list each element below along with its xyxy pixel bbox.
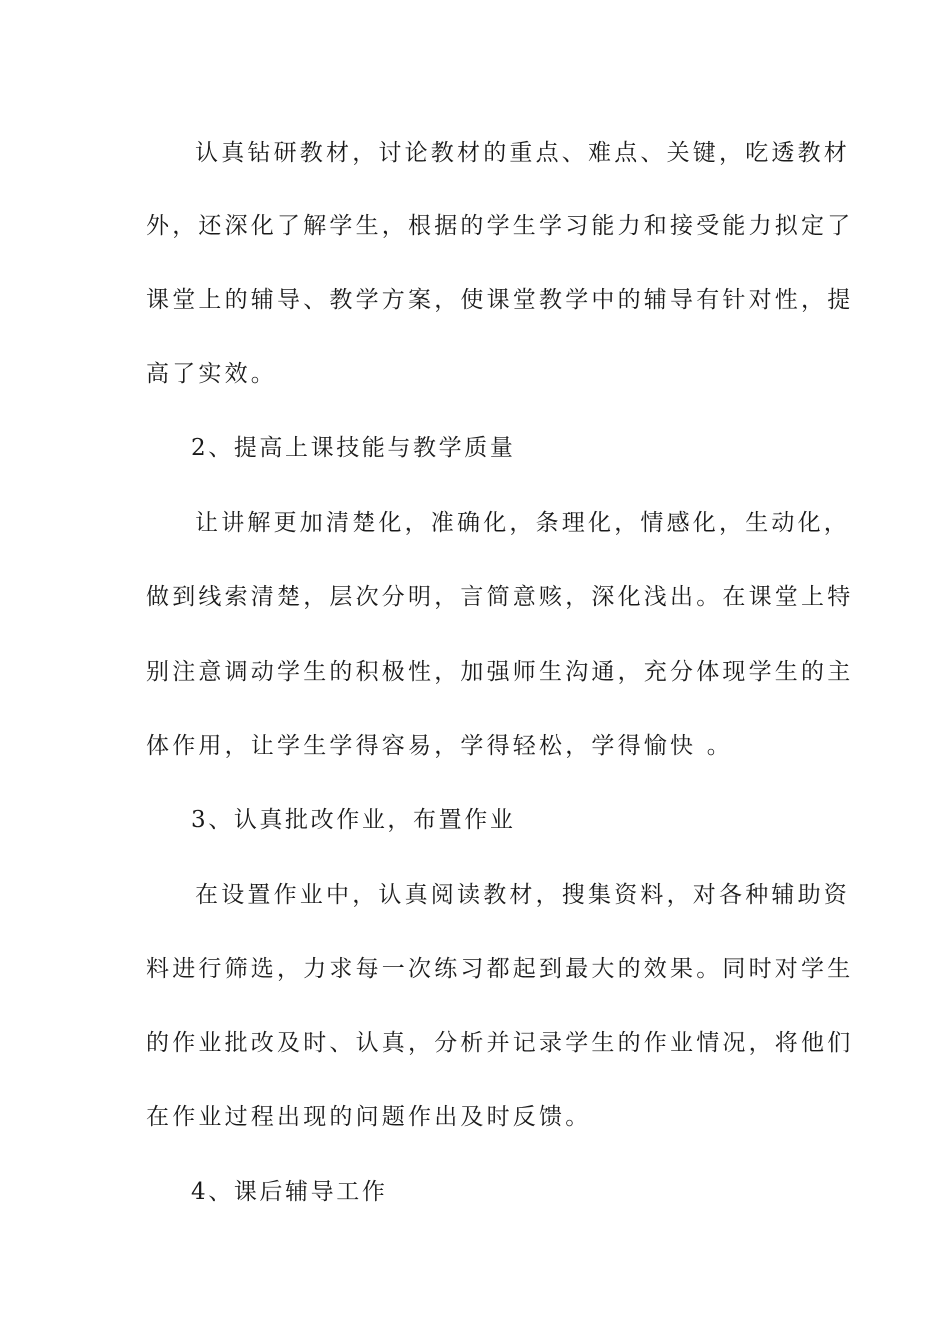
paragraph-1-line-2: 外，还深化了解学生，根据的学生学习能力和接受能力拟定了 [146,213,854,239]
paragraph-3-line-1: 在设置作业中，认真阅读教材，搜集资料，对各种辅助资 [195,882,850,908]
section-heading-2: 2、提高上课技能与教学质量 [191,435,516,461]
paragraph-3-line-4: 在作业过程出现的问题作出及时反馈。 [146,1104,592,1130]
paragraph-3-line-3: 的作业批改及时、认真，分析并记录学生的作业情况，将他们 [146,1030,854,1056]
paragraph-1-line-1: 认真钻研教材，讨论教材的重点、难点、关键，吃透教材 [195,140,850,166]
paragraph-2-line-1: 让讲解更加清楚化，准确化，条理化，情感化，生动化， [195,510,850,536]
paragraph-1-line-4: 高了实效。 [146,361,277,387]
section-heading-3: 3、认真批改作业，布置作业 [191,807,516,833]
paragraph-3-line-2: 料进行筛选，力求每一次练习都起到最大的效果。同时对学生 [146,956,854,982]
section-heading-4: 4、课后辅导工作 [191,1179,388,1205]
paragraph-1-line-3: 课堂上的辅导、教学方案，使课堂教学中的辅导有针对性，提 [146,287,854,313]
paragraph-2-line-3: 别注意调动学生的积极性，加强师生沟通，充分体现学生的主 [146,659,854,685]
paragraph-2-line-2: 做到线索清楚，层次分明，言简意赅，深化浅出。在课堂上特 [146,584,854,610]
paragraph-2-line-4: 体作用，让学生学得容易，学得轻松，学得愉快 。 [146,733,733,759]
